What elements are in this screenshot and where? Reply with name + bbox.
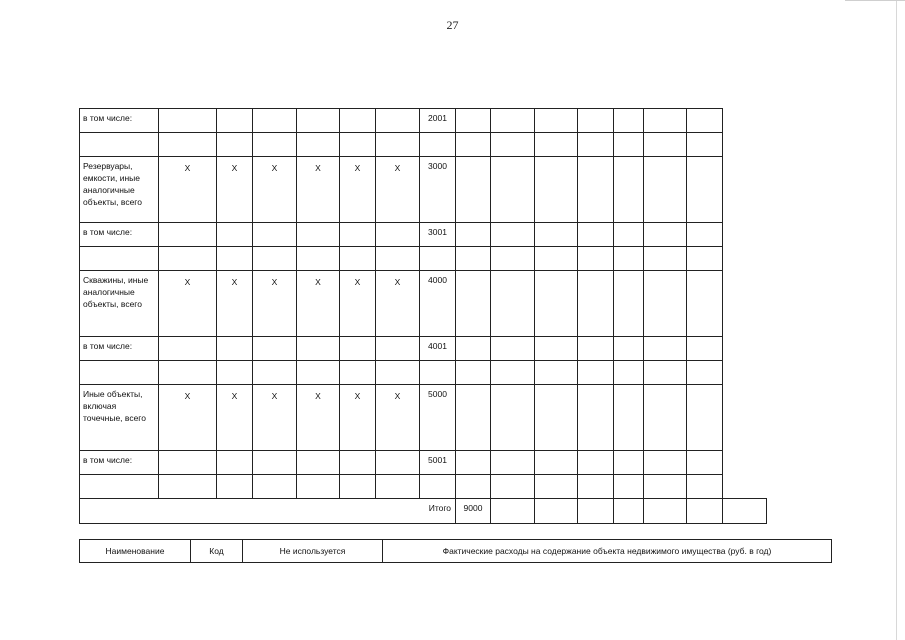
value-cell	[614, 451, 644, 475]
value-cell	[614, 223, 644, 247]
empty-cell	[340, 361, 376, 385]
empty-cell	[217, 247, 253, 271]
empty-cell	[340, 247, 376, 271]
value-cell	[578, 109, 614, 133]
empty-cell	[159, 337, 217, 361]
empty-cell	[297, 133, 340, 157]
table-row	[80, 223, 767, 247]
x-mark: X	[340, 157, 376, 223]
value-cell	[687, 361, 723, 385]
value-cell	[456, 337, 491, 361]
total-label: Итого	[80, 499, 456, 524]
value-cell	[644, 271, 687, 337]
x-mark: X	[297, 385, 340, 451]
empty-cell	[253, 133, 297, 157]
value-cell	[614, 133, 644, 157]
value-cell	[491, 451, 535, 475]
empty-cell	[297, 361, 340, 385]
empty-cell	[376, 475, 420, 499]
value-cell	[644, 385, 687, 451]
value-cell	[578, 247, 614, 271]
empty-cell	[253, 451, 297, 475]
empty-cell	[159, 223, 217, 247]
value-cell	[456, 133, 491, 157]
table-row	[80, 475, 767, 499]
empty-cell	[340, 223, 376, 247]
value-cell	[491, 499, 535, 524]
row-code: 9000	[456, 499, 491, 524]
value-cell	[578, 499, 614, 524]
value-cell	[578, 271, 614, 337]
header-expenses: Фактические расходы на содержание объекта недвижимого имущества (руб. в год)	[383, 540, 832, 563]
value-cell	[578, 451, 614, 475]
table-row	[80, 247, 767, 271]
row-code	[420, 133, 456, 157]
value-cell	[535, 499, 578, 524]
value-cell	[687, 109, 723, 133]
empty-cell	[253, 247, 297, 271]
value-cell	[614, 475, 644, 499]
table-row	[80, 337, 767, 361]
x-mark: X	[159, 385, 217, 451]
empty-cell	[297, 109, 340, 133]
empty-cell	[159, 361, 217, 385]
row-code: 2001	[420, 109, 456, 133]
x-mark: X	[376, 157, 420, 223]
value-cell	[614, 361, 644, 385]
empty-cell	[297, 337, 340, 361]
empty-cell	[159, 475, 217, 499]
page-number: 27	[446, 18, 459, 32]
x-mark: X	[297, 271, 340, 337]
empty-cell	[217, 361, 253, 385]
empty-cell	[376, 361, 420, 385]
empty-cell	[340, 133, 376, 157]
value-cell	[614, 385, 644, 451]
empty-cell	[253, 337, 297, 361]
row-code	[420, 361, 456, 385]
value-cell	[578, 475, 614, 499]
table-body	[80, 109, 767, 524]
value-cell	[491, 385, 535, 451]
empty-cell	[159, 109, 217, 133]
value-cell	[644, 157, 687, 223]
value-cell	[687, 223, 723, 247]
value-cell	[578, 385, 614, 451]
value-cell	[644, 337, 687, 361]
value-cell	[535, 385, 578, 451]
x-mark: X	[159, 157, 217, 223]
empty-cell	[340, 337, 376, 361]
empty-cell	[217, 223, 253, 247]
value-cell	[644, 247, 687, 271]
value-cell	[687, 337, 723, 361]
empty-cell	[217, 337, 253, 361]
empty-cell	[340, 451, 376, 475]
value-cell	[614, 247, 644, 271]
empty-cell	[159, 247, 217, 271]
value-cell	[687, 385, 723, 451]
value-cell	[644, 499, 687, 524]
value-cell	[535, 271, 578, 337]
table-row	[80, 109, 767, 133]
value-cell	[491, 109, 535, 133]
row-label	[80, 133, 159, 157]
value-cell	[491, 223, 535, 247]
x-mark: X	[253, 271, 297, 337]
header-unused: Не используется	[243, 540, 383, 563]
x-mark: X	[297, 157, 340, 223]
value-cell	[614, 337, 644, 361]
value-cell	[723, 499, 767, 524]
value-cell	[456, 475, 491, 499]
row-code: 5001	[420, 451, 456, 475]
row-label	[80, 247, 159, 271]
scan-corner	[845, 0, 905, 1]
x-mark: X	[376, 271, 420, 337]
empty-cell	[376, 109, 420, 133]
scan-edge	[896, 0, 897, 640]
value-cell	[491, 247, 535, 271]
value-cell	[578, 361, 614, 385]
x-mark: X	[217, 271, 253, 337]
value-cell	[456, 361, 491, 385]
x-mark: X	[159, 271, 217, 337]
row-label	[80, 475, 159, 499]
value-cell	[687, 157, 723, 223]
row-label: в том числе:	[80, 223, 159, 247]
table-row	[80, 361, 767, 385]
row-code	[420, 247, 456, 271]
table-row	[80, 499, 767, 524]
value-cell	[491, 337, 535, 361]
empty-cell	[297, 223, 340, 247]
row-code: 5000	[420, 385, 456, 451]
value-cell	[491, 157, 535, 223]
value-cell	[687, 133, 723, 157]
table-row	[80, 157, 767, 223]
table-row	[80, 133, 767, 157]
row-label: Скважины, иные аналогичные объекты, всего	[80, 271, 159, 337]
empty-cell	[376, 223, 420, 247]
row-label: Резервуары, емкости, иные аналогичные объекты, всего	[80, 157, 159, 223]
row-label: Иные объекты, включая точечные, всего	[80, 385, 159, 451]
empty-cell	[376, 247, 420, 271]
value-cell	[535, 451, 578, 475]
empty-cell	[217, 475, 253, 499]
x-mark: X	[340, 271, 376, 337]
empty-cell	[253, 109, 297, 133]
column-header-row	[80, 540, 832, 563]
value-cell	[687, 247, 723, 271]
empty-cell	[340, 109, 376, 133]
value-cell	[456, 109, 491, 133]
empty-cell	[297, 451, 340, 475]
value-cell	[578, 223, 614, 247]
value-cell	[535, 133, 578, 157]
value-cell	[535, 223, 578, 247]
value-cell	[491, 475, 535, 499]
value-cell	[456, 247, 491, 271]
value-cell	[644, 133, 687, 157]
empty-cell	[340, 475, 376, 499]
table-row	[80, 385, 767, 451]
column-header-table	[79, 539, 832, 563]
value-cell	[535, 337, 578, 361]
value-cell	[578, 337, 614, 361]
row-code: 4000	[420, 271, 456, 337]
value-cell	[687, 475, 723, 499]
value-cell	[491, 133, 535, 157]
value-cell	[535, 475, 578, 499]
value-cell	[644, 361, 687, 385]
header-code: Код	[191, 540, 243, 563]
empty-cell	[217, 109, 253, 133]
value-cell	[644, 475, 687, 499]
empty-cell	[297, 475, 340, 499]
value-cell	[578, 157, 614, 223]
row-code: 4001	[420, 337, 456, 361]
value-cell	[456, 157, 491, 223]
empty-cell	[217, 451, 253, 475]
value-cell	[456, 271, 491, 337]
value-cell	[535, 361, 578, 385]
row-code	[420, 475, 456, 499]
empty-cell	[376, 451, 420, 475]
x-mark: X	[253, 385, 297, 451]
property-table	[79, 108, 767, 524]
value-cell	[687, 271, 723, 337]
empty-cell	[217, 133, 253, 157]
table-row	[80, 451, 767, 475]
x-mark: X	[217, 385, 253, 451]
table-row	[80, 271, 767, 337]
value-cell	[614, 271, 644, 337]
value-cell	[644, 109, 687, 133]
value-cell	[614, 157, 644, 223]
value-cell	[535, 157, 578, 223]
value-cell	[535, 109, 578, 133]
x-mark: X	[217, 157, 253, 223]
value-cell	[491, 271, 535, 337]
value-cell	[456, 223, 491, 247]
x-mark: X	[340, 385, 376, 451]
value-cell	[456, 451, 491, 475]
value-cell	[535, 247, 578, 271]
header-name: Наименование	[80, 540, 191, 563]
value-cell	[687, 451, 723, 475]
value-cell	[644, 223, 687, 247]
empty-cell	[159, 451, 217, 475]
empty-cell	[376, 337, 420, 361]
value-cell	[456, 385, 491, 451]
empty-cell	[159, 133, 217, 157]
row-label: в том числе:	[80, 337, 159, 361]
x-mark: X	[253, 157, 297, 223]
value-cell	[614, 109, 644, 133]
empty-cell	[253, 475, 297, 499]
empty-cell	[253, 223, 297, 247]
value-cell	[687, 499, 723, 524]
row-code: 3001	[420, 223, 456, 247]
row-label	[80, 361, 159, 385]
row-code: 3000	[420, 157, 456, 223]
empty-cell	[297, 247, 340, 271]
value-cell	[491, 361, 535, 385]
empty-cell	[253, 361, 297, 385]
row-label: в том числе:	[80, 109, 159, 133]
x-mark: X	[376, 385, 420, 451]
row-label: в том числе:	[80, 451, 159, 475]
value-cell	[578, 133, 614, 157]
empty-cell	[376, 133, 420, 157]
value-cell	[644, 451, 687, 475]
value-cell	[614, 499, 644, 524]
